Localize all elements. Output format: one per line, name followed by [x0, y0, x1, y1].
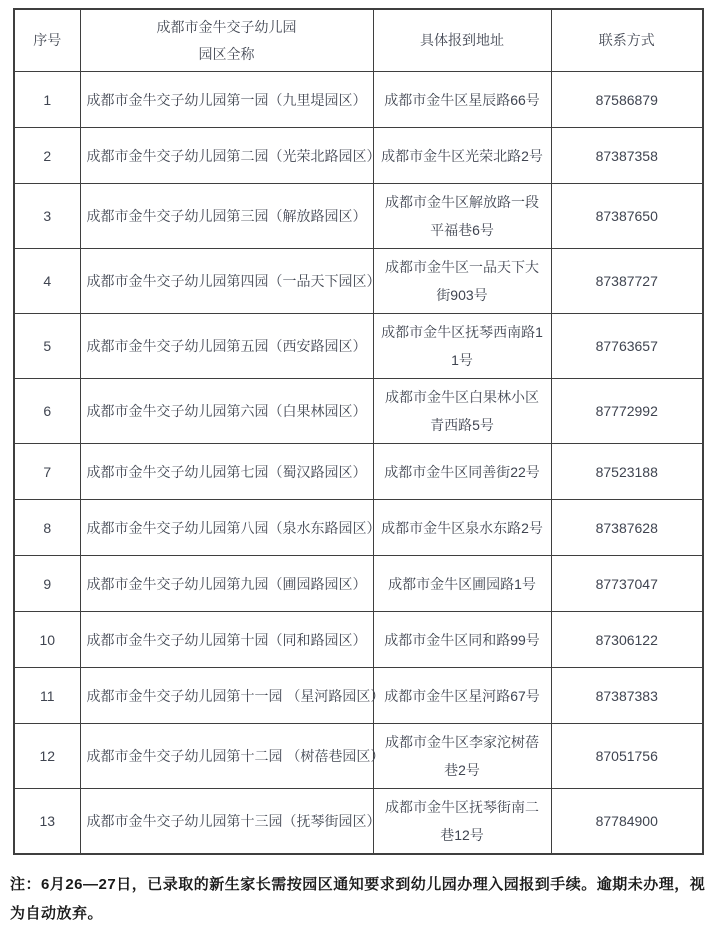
row-serial-number: 12: [14, 724, 80, 789]
table-row: [14, 724, 703, 789]
campus-name: 成都市金牛交子幼儿园第三园（解放路园区）: [80, 184, 373, 249]
kindergarten-campus-table: [13, 8, 704, 855]
header-contact: 联系方式: [551, 9, 703, 72]
contact-phone: 87586879: [551, 72, 703, 128]
contact-phone: 87387628: [551, 500, 703, 556]
header-campus-name-line1: 成都市金牛交子幼儿园: [156, 19, 297, 35]
contact-phone: 87784900: [551, 789, 703, 855]
report-address: 成都市金牛区抚琴街南二巷12号: [373, 789, 551, 855]
report-address: 成都市金牛区同善街22号: [373, 444, 551, 500]
table-row: [14, 500, 703, 556]
contact-phone: 87387650: [551, 184, 703, 249]
contact-phone: 87387727: [551, 249, 703, 314]
table-row: [14, 612, 703, 668]
campus-name: 成都市金牛交子幼儿园第八园（泉水东路园区）: [80, 500, 373, 556]
campus-name: 成都市金牛交子幼儿园第九园（圃园路园区）: [80, 556, 373, 612]
table-row: [14, 314, 703, 379]
registration-note: 注：6月26—27日，已录取的新生家长需按园区通知要求到幼儿园办理入园报到手续。逾期未办理，视为自动放弃。: [10, 876, 706, 922]
campus-name: 成都市金牛交子幼儿园第七园（蜀汉路园区）: [80, 444, 373, 500]
contact-phone: 87387358: [551, 128, 703, 184]
table-row: [14, 128, 703, 184]
contact-phone: 87523188: [551, 444, 703, 500]
report-address: 成都市金牛区圃园路1号: [373, 556, 551, 612]
report-address: 成都市金牛区解放路一段平福巷6号: [373, 184, 551, 249]
report-address: 成都市金牛区一品天下大街903号: [373, 249, 551, 314]
row-serial-number: 10: [14, 612, 80, 668]
contact-phone: 87763657: [551, 314, 703, 379]
table-row: [14, 72, 703, 128]
row-serial-number: 2: [14, 128, 80, 184]
report-address: 成都市金牛区星辰路66号: [373, 72, 551, 128]
report-address: 成都市金牛区光荣北路2号: [373, 128, 551, 184]
table-row: [14, 379, 703, 444]
header-serial-number: 序号: [14, 9, 80, 72]
row-serial-number: 11: [14, 668, 80, 724]
campus-name: 成都市金牛交子幼儿园第十一园 （星河路园区）: [80, 668, 373, 724]
report-address: 成都市金牛区同和路99号: [373, 612, 551, 668]
row-serial-number: 3: [14, 184, 80, 249]
campus-name: 成都市金牛交子幼儿园第十三园（抚琴街园区）: [80, 789, 373, 855]
contact-phone: 87772992: [551, 379, 703, 444]
campus-name: 成都市金牛交子幼儿园第一园（九里堤园区）: [80, 72, 373, 128]
report-address: 成都市金牛区泉水东路2号: [373, 500, 551, 556]
report-address: 成都市金牛区李家沱树蓓巷2号: [373, 724, 551, 789]
table-row: [14, 668, 703, 724]
report-address: 成都市金牛区星河路67号: [373, 668, 551, 724]
row-serial-number: 8: [14, 500, 80, 556]
table-row: [14, 249, 703, 314]
campus-name: 成都市金牛交子幼儿园第五园（西安路园区）: [80, 314, 373, 379]
row-serial-number: 9: [14, 556, 80, 612]
contact-phone: 87387383: [551, 668, 703, 724]
row-serial-number: 5: [14, 314, 80, 379]
header-campus-name-line2: 园区全称: [198, 45, 255, 62]
table-row: [14, 789, 703, 855]
contact-phone: 87051756: [551, 724, 703, 789]
row-serial-number: 1: [14, 72, 80, 128]
row-serial-number: 13: [14, 789, 80, 855]
header-campus-full-name: [80, 9, 373, 72]
row-serial-number: 6: [14, 379, 80, 444]
row-serial-number: 7: [14, 444, 80, 500]
table-body: [14, 72, 703, 855]
campus-name: 成都市金牛交子幼儿园第十二园 （树蓓巷园区）: [80, 724, 373, 789]
header-report-address: 具体报到地址: [373, 9, 551, 72]
campus-name: 成都市金牛交子幼儿园第二园（光荣北路园区）: [80, 128, 373, 184]
report-address: 成都市金牛区白果林小区青西路5号: [373, 379, 551, 444]
contact-phone: 87737047: [551, 556, 703, 612]
table-row: [14, 444, 703, 500]
campus-name: 成都市金牛交子幼儿园第四园（一品天下园区）: [80, 249, 373, 314]
table-row: [14, 184, 703, 249]
campus-name: 成都市金牛交子幼儿园第十园（同和路园区）: [80, 612, 373, 668]
campus-name: 成都市金牛交子幼儿园第六园（白果林园区）: [80, 379, 373, 444]
table-header: [14, 9, 703, 72]
row-serial-number: 4: [14, 249, 80, 314]
contact-phone: 87306122: [551, 612, 703, 668]
report-address: 成都市金牛区抚琴西南路11号: [373, 314, 551, 379]
table-row: [14, 556, 703, 612]
header-row: [14, 9, 703, 72]
